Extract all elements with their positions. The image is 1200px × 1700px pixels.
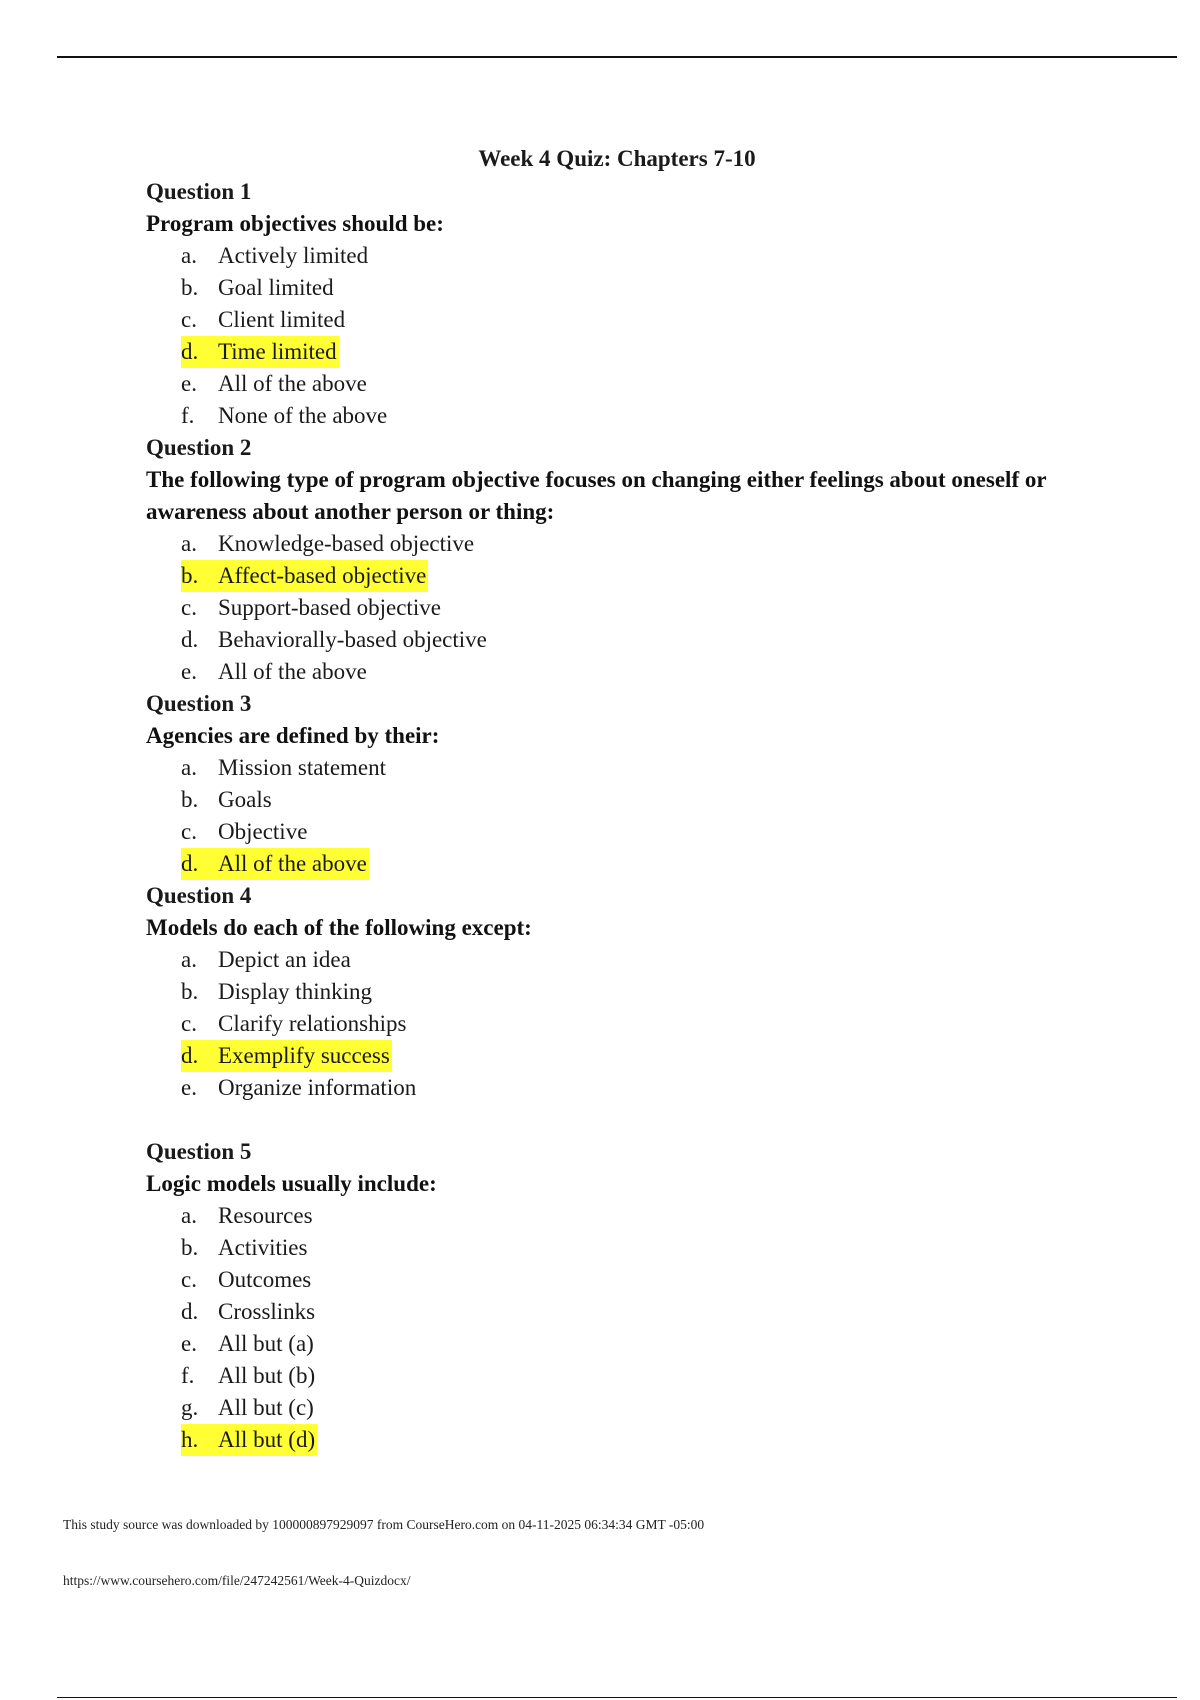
source-url-link[interactable]: https://www.coursehero.com/file/247242561/Week-4-Quizdocx/ (63, 1573, 411, 1588)
option-letter: c. (181, 307, 197, 332)
question-label: Question 1 (146, 179, 252, 204)
option-letter: e. (181, 371, 197, 396)
option-letter: d. (181, 627, 199, 652)
option-text: Depict an idea (218, 947, 351, 972)
answer-options (146, 528, 1086, 688)
answer-option (181, 1232, 1086, 1264)
option-text: Goals (218, 787, 272, 812)
option-letter: f. (181, 403, 195, 428)
answer-option (181, 976, 1086, 1008)
answer-option (181, 944, 1086, 976)
option-letter: c. (181, 595, 197, 620)
option-letter: a. (181, 243, 197, 268)
quiz-content (146, 176, 1086, 1456)
option-text: Mission statement (218, 755, 387, 780)
option-letter: b. (181, 563, 199, 588)
download-notice: This study source was downloaded by 100000897929097 from CourseHero.com on 04-11-2025 06:34:34 GMT -05:00 (63, 1517, 705, 1532)
answer-option (181, 816, 1086, 848)
answer-option (181, 752, 1086, 784)
answer-option (181, 656, 1086, 688)
option-letter: e. (181, 659, 197, 684)
option-letter: a. (181, 531, 197, 556)
option-letter: b. (181, 275, 199, 300)
option-text: All of the above (218, 851, 367, 876)
option-text: Crosslinks (218, 1299, 316, 1324)
option-text: Actively limited (218, 243, 369, 268)
answer-option (181, 1200, 1086, 1232)
question-prompt: Agencies are defined by their: (146, 723, 440, 748)
option-letter: a. (181, 1203, 197, 1228)
answer-option-highlighted (181, 560, 1086, 592)
question-prompt: The following type of program objective focuses on changing either feelings about oneself or awareness about another person or thing: (146, 467, 1047, 524)
answer-option (181, 1008, 1086, 1040)
question-3 (146, 688, 1086, 880)
option-text: Display thinking (218, 979, 372, 1004)
option-letter: b. (181, 1235, 199, 1260)
page-title: Week 4 Quiz: Chapters 7-10 (478, 146, 756, 171)
option-text: Support-based objective (218, 595, 441, 620)
spacer (146, 1104, 1086, 1136)
answer-option (181, 528, 1086, 560)
option-letter: e. (181, 1075, 197, 1100)
option-letter: g. (181, 1395, 199, 1420)
option-letter: d. (181, 1043, 199, 1068)
question-prompt: Models do each of the following except: (146, 915, 532, 940)
question-label: Question 3 (146, 691, 252, 716)
option-text: All of the above (218, 371, 367, 396)
answer-option (181, 1264, 1086, 1296)
answer-option-highlighted (181, 1040, 1086, 1072)
question-label: Question 4 (146, 883, 252, 908)
question-2 (146, 432, 1086, 688)
option-text: Exemplify success (218, 1043, 390, 1068)
answer-option-highlighted (181, 1424, 1086, 1456)
answer-option (181, 272, 1086, 304)
answer-option (181, 624, 1086, 656)
answer-option (181, 1392, 1086, 1424)
option-text: Outcomes (218, 1267, 312, 1292)
question-label: Question 2 (146, 435, 252, 460)
answer-option (181, 1328, 1086, 1360)
question-prompt: Program objectives should be: (146, 211, 444, 236)
option-text: Organize information (218, 1075, 417, 1100)
option-text: Activities (218, 1235, 308, 1260)
question-1 (146, 176, 1086, 432)
option-letter: f. (181, 1363, 195, 1388)
answer-options (146, 240, 1086, 432)
answer-option (181, 304, 1086, 336)
option-text: Goal limited (218, 275, 334, 300)
answer-options (146, 752, 1086, 880)
option-text: All but (d) (218, 1427, 316, 1452)
option-letter: a. (181, 947, 197, 972)
option-text: Behaviorally-based objective (218, 627, 487, 652)
option-letter: d. (181, 339, 199, 364)
answer-option (181, 1072, 1086, 1104)
option-text: Knowledge-based objective (218, 531, 475, 556)
option-letter: d. (181, 1299, 199, 1324)
footer-rule (57, 1697, 1177, 1698)
option-text: All but (b) (218, 1363, 316, 1388)
header-rule (57, 56, 1177, 58)
answer-options (146, 944, 1086, 1104)
answer-option (181, 592, 1086, 624)
answer-option (181, 1296, 1086, 1328)
option-text: Time limited (218, 339, 337, 364)
answer-option (181, 1360, 1086, 1392)
option-letter: c. (181, 1267, 197, 1292)
option-letter: c. (181, 1011, 197, 1036)
option-letter: h. (181, 1427, 199, 1452)
option-text: Client limited (218, 307, 346, 332)
answer-options (146, 1200, 1086, 1456)
option-text: Clarify relationships (218, 1011, 407, 1036)
answer-option-highlighted (181, 336, 1086, 368)
answer-option (181, 368, 1086, 400)
option-text: Resources (218, 1203, 313, 1228)
option-letter: b. (181, 979, 199, 1004)
answer-option (181, 784, 1086, 816)
answer-option-highlighted (181, 848, 1086, 880)
option-letter: d. (181, 851, 199, 876)
question-label: Question 5 (146, 1139, 252, 1164)
question-5 (146, 1136, 1086, 1456)
answer-option (181, 240, 1086, 272)
option-text: Affect-based objective (218, 563, 427, 588)
question-4 (146, 880, 1086, 1104)
option-text: None of the above (218, 403, 388, 428)
question-prompt: Logic models usually include: (146, 1171, 437, 1196)
answer-option (181, 400, 1086, 432)
option-text: All of the above (218, 659, 367, 684)
option-letter: b. (181, 787, 199, 812)
option-text: Objective (218, 819, 308, 844)
option-letter: e. (181, 1331, 197, 1356)
option-text: All but (a) (218, 1331, 314, 1356)
option-letter: a. (181, 755, 197, 780)
option-text: All but (c) (218, 1395, 314, 1420)
option-letter: c. (181, 819, 197, 844)
